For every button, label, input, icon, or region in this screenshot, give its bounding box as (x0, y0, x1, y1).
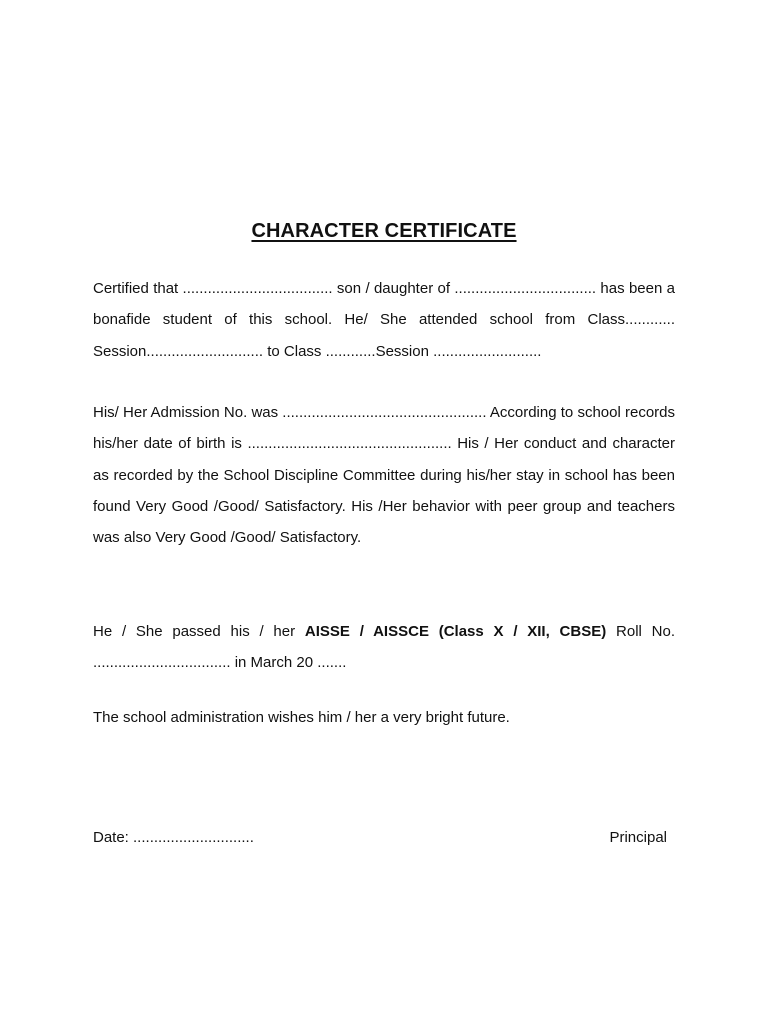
exam-text-before: He / She passed his / her (93, 623, 305, 640)
exam-paragraph (93, 616, 675, 679)
exam-text-after: Roll No. ................................. in March 20 ....... (93, 623, 675, 672)
admission-conduct-paragraph: His/ Her Admission No. was ................................................. According to school records his/her date of birth is ................................................. His / Her conduct and character as recorded by the School Discipline Committee during his/her stay in school has been found Very Good /Good/ Satisfactory. His /Her behavior with peer group and teachers was also Very Good /Good/ Satisfactory. (93, 404, 675, 547)
date-line: Date: ............................. (93, 829, 254, 846)
certification-paragraph: Certified that .................................... son / daughter of .................................. has been a bonafide student of this school. He/ She attended school from Class............ Session............................ to Class ............Session .......................... (93, 280, 675, 360)
exam-name: AISSE / AISSCE (Class X / XII, CBSE) (304, 623, 607, 640)
principal-signature-label: Principal (609, 829, 667, 846)
wishes-paragraph: The school administration wishes him / her a very bright future. (93, 709, 510, 726)
certificate-title: CHARACTER CERTIFICATE (251, 220, 517, 242)
